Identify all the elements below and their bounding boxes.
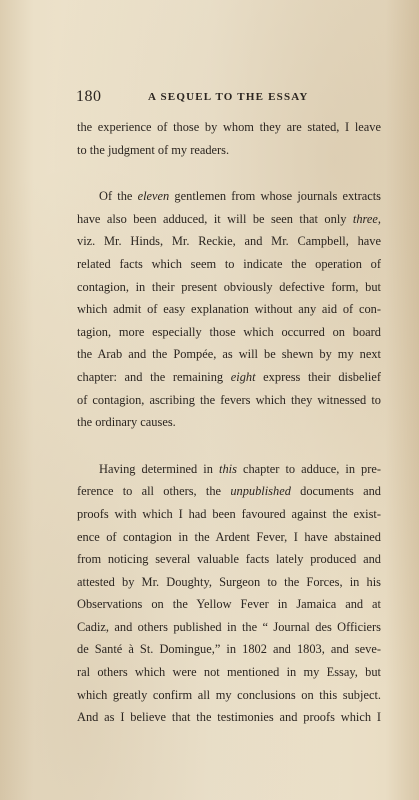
text-line: related facts which seem to indicate the operation of — [77, 256, 381, 271]
text-line: of contagion, ascribing the fevers which they witnessed to — [77, 392, 381, 407]
text-line: tagion, more especially those which occurred on board — [77, 324, 381, 339]
text-line: Cadiz, and others published in the “ Journal des Officiers — [77, 619, 381, 634]
page-number: 180 — [76, 88, 102, 105]
page-header — [76, 88, 376, 108]
text-line: ence of contagion in the Ardent Fever, I have abstained — [77, 529, 381, 544]
text-line: Observations on the Yellow Fever in Jamaica and at — [77, 597, 381, 612]
text-line: chapter: and the remaining eight express their disbelief — [77, 369, 381, 384]
text-line: which greatly confirm all my conclusions on this subject. — [77, 687, 381, 702]
body-text — [77, 116, 381, 729]
text-line: And as I believe that the testimonies and proofs which I — [77, 710, 381, 725]
text-line: ference to all others, the unpublished documents and — [77, 484, 381, 499]
text-line: the Arab and the Pompée, as will be shewn by my next — [77, 347, 381, 362]
paragraph-1 — [77, 116, 381, 161]
text-line: viz. Mr. Hinds, Mr. Reckie, and Mr. Campbell, have — [77, 234, 381, 249]
text-line: Having determined in this chapter to adduce, in pre- — [99, 461, 382, 476]
text-line: the experience of those by whom they are stated, I leave — [77, 120, 381, 134]
text-line: from noticing several valuable facts lately produced and — [77, 552, 381, 567]
text-line: proofs with which I had been favoured against the exist- — [77, 506, 381, 521]
text-line: which admit of easy explanation without any aid of con- — [77, 302, 381, 317]
text-line: to the judgment of my readers. — [77, 142, 230, 157]
text-line: attested by Mr. Doughty, Surgeon to the Forces, in his — [77, 574, 381, 589]
text-line: contagion, in their present obviously defective form, but — [77, 279, 381, 294]
text-line: Of the eleven gentlemen from whose journals extracts — [99, 189, 381, 204]
text-line: the ordinary causes. — [77, 415, 176, 430]
text-line: ral others which were not mentioned in my Essay, but — [77, 665, 381, 680]
paragraph-3 — [77, 458, 381, 729]
text-line: have also been adduced, it will be seen that only three, — [77, 211, 381, 226]
text-line: de Santé à St. Domingue,” in 1802 and 1803, and seve- — [77, 642, 381, 657]
paragraph-2 — [77, 185, 381, 434]
running-title: A SEQUEL TO THE ESSAY — [148, 91, 309, 103]
